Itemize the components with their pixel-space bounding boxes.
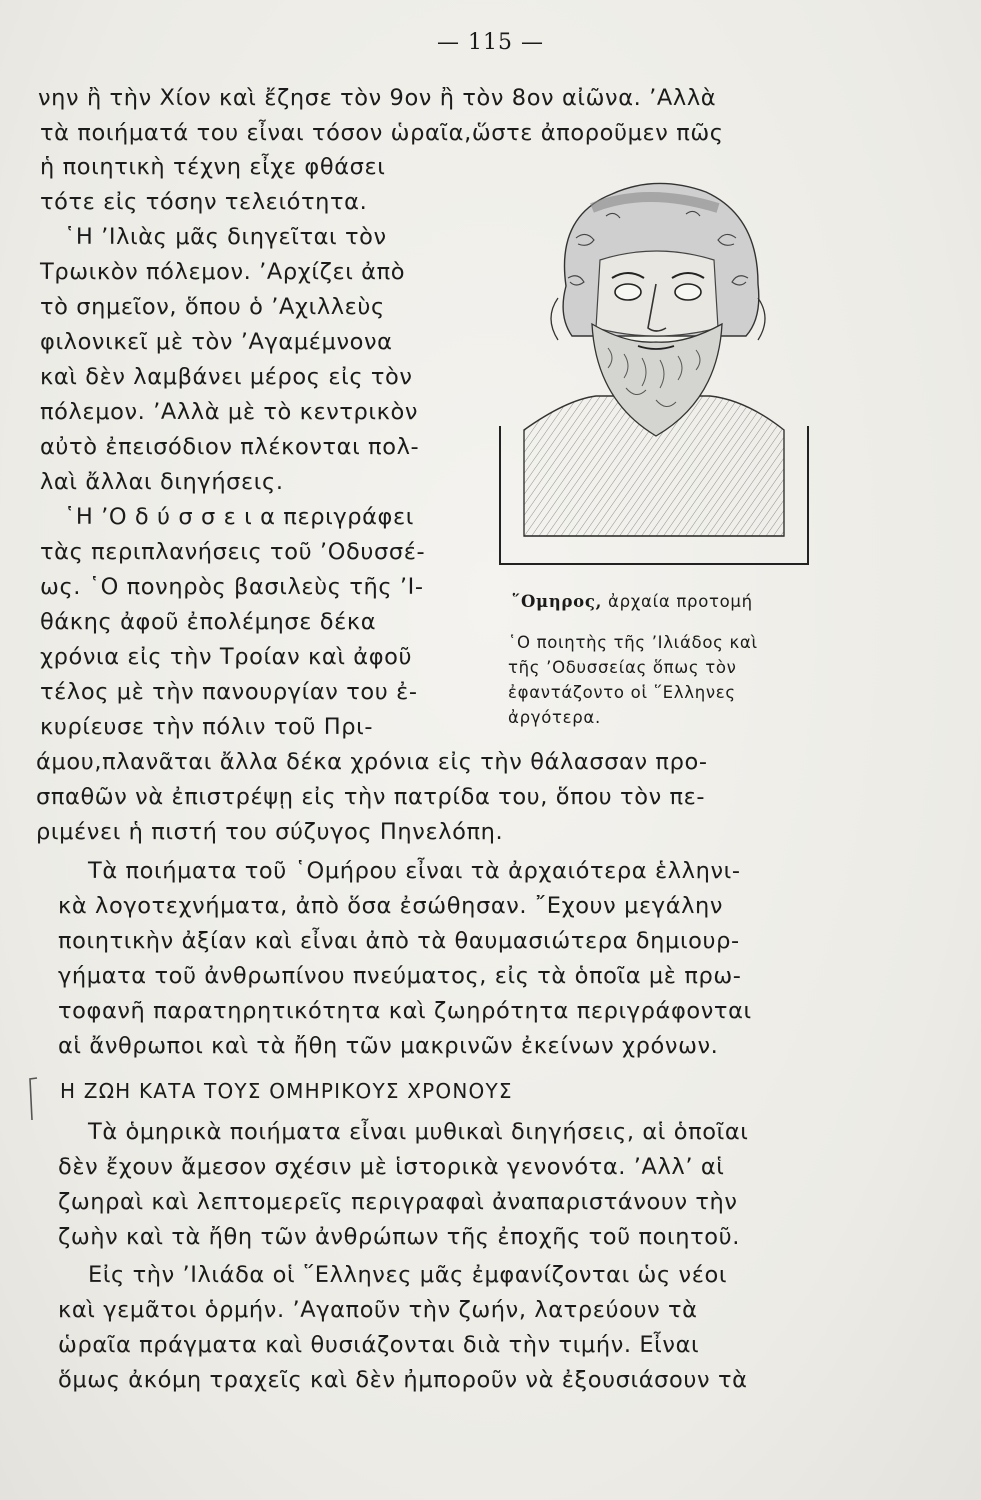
section-heading: Η ΖΩΗ ΚΑΤΑ ΤΟΥΣ ΟΜΗΡΙΚΟΥΣ ΧΡΟΝΟΥΣ [60, 1079, 513, 1103]
figure-caption-line [512, 592, 753, 611]
text-line: νην ἢ τὴν Χίον καὶ ἔζησε τὸν 9ον ἢ τὸν 8ον αἰῶνα. ’Αλλὰ [38, 85, 717, 111]
text-line: τὸ σημεῖον, ὅπου ὁ ’Αχιλλεὺς [40, 294, 385, 320]
text-line: Τρωικὸν πόλεμον. ’Αρχίζει ἀπὸ [40, 259, 406, 285]
text-line: ῾Η ’Ιλιὰς μᾶς διηγεῖται τὸν [64, 224, 387, 250]
text-line: πόλεμον. ’Αλλὰ μὲ τὸ κεντρικὸν [40, 399, 419, 425]
text-line: ζωηραὶ καὶ λεπτομερεῖς περιγραφαὶ ἀναπαριστάνουν τὴν [58, 1189, 738, 1215]
text-line: ποιητικὴν ἀξίαν καὶ εἶναι ἀπὸ τὰ θαυμασιώτερα δημιουρ- [58, 928, 740, 954]
text-line: άμου,πλανᾶται ἄλλα δέκα χρόνια εἰς τὴν θάλασσαν προ- [36, 749, 708, 775]
text-line: Εἰς τὴν ’Ιλιάδα οἱ ῞Ελληνες μᾶς ἐμφανίζονται ὡς νέοι [88, 1262, 728, 1288]
text-line: λαὶ ἄλλαι διηγήσεις. [40, 469, 284, 495]
figure-caption-line: ἀργότερα. [508, 708, 601, 727]
figure-caption-line: τῆς ’Οδυσσείας ὅπως τὸν [508, 658, 737, 677]
text-line: τέλος μὲ τὴν πανουργίαν του ἐ- [40, 679, 418, 705]
text-line: κὰ λογοτεχνήματα, ἀπὸ ὅσα ἐσώθησαν. ῎Εχουν μεγάλην [58, 893, 724, 919]
text-line: δὲν ἔχουν ἄμεσον σχέσιν μὲ ἱστορικὰ γενονότα. ’Αλλ’ αἱ [58, 1154, 725, 1180]
text-line: καὶ γεμᾶτοι ὁρμήν. ’Αγαποῦν τὴν ζωήν, λατρεύουν τὰ [58, 1297, 698, 1323]
text-line: αἱ ἄνθρωποι καὶ τὰ ἤθη τῶν μακρινῶν ἐκείνων χρόνων. [58, 1033, 719, 1059]
text-line: τὰ ποιήματά του εἶναι τόσον ὡραῖα,ὥστε ἀποροῦμεν πῶς [40, 120, 724, 146]
text-line: Τὰ ὁμηρικὰ ποιήματα εἶναι μυθικαὶ διηγήσεις, αἱ ὁποῖαι [88, 1119, 749, 1145]
text-line: αὐτὸ ἐπεισόδιον πλέκονται πολ- [40, 434, 420, 460]
text-line: ζωὴν καὶ τὰ ἤθη τῶν ἀνθρώπων τῆς ἐποχῆς τοῦ ποιητοῦ. [58, 1224, 740, 1250]
margin-bracket-mark [26, 1076, 40, 1122]
text-line: ὡραῖα πράγματα καὶ θυσιάζονται διὰ τὴν τιμήν. Εἶναι [58, 1332, 700, 1358]
page-number: — 115 — [437, 30, 544, 55]
text-line: τοφανῆ παρατηρητικότητα καὶ ζωηρότητα περιγράφονται [58, 998, 752, 1024]
text-line: φιλονικεῖ μὲ τὸν ’Αγαμέμνονα [40, 329, 393, 355]
text-line: Τὰ ποιήματα τοῦ ῾Ομήρου εἶναι τὰ ἀρχαιότερα ἑλληνι- [88, 858, 741, 884]
text-line: κυρίευσε τὴν πόλιν τοῦ Πρι- [40, 714, 374, 740]
text-line: χρόνια εἰς τὴν Τροίαν καὶ ἀφοῦ [40, 644, 413, 670]
caption-lead: ῞Ομηρος, [512, 592, 603, 611]
text-line: τότε εἰς τόσην τελειότητα. [40, 189, 368, 215]
text-line: γήματα τοῦ ἀνθρωπίνου πνεύματος, εἰς τὰ ὁποῖα μὲ πρω- [58, 963, 742, 989]
text-line: σπαθῶν νὰ ἐπιστρέψῃ εἰς τὴν πατρίδα του, ὅπου τὸν πε- [36, 784, 706, 810]
text-line: καὶ δὲν λαμβάνει μέρος εἰς τὸν [40, 364, 413, 390]
text-line: θάκης ἀφοῦ ἐπολέμησε δέκα [40, 609, 377, 635]
homer-bust-icon [496, 168, 812, 572]
caption-rest: ἀρχαία προτομή [602, 592, 753, 611]
figure-caption-line: ῾Ο ποιητὴς τῆς ’Ιλιάδος καὶ [508, 633, 758, 652]
text-line: ὅμως ἀκόμη τραχεῖς καὶ δὲν ἠμποροῦν νὰ ἐξουσιάσουν τὰ [58, 1367, 748, 1393]
text-line: ως. ῾Ο πονηρὸς βασιλεὺς τῆς ’Ι- [40, 574, 424, 600]
figure-caption-line: ἐφαντάζοντο οἱ ῞Ελληνες [508, 683, 736, 702]
text-line: ῾Η ’Ο δ ύ σ σ ε ι α περιγράφει [64, 504, 414, 530]
text-line: ριμένει ἡ πιστή του σύζυγος Πηνελόπη. [36, 819, 504, 845]
text-line: ἡ ποιητικὴ τέχνη εἶχε φθάσει [40, 154, 386, 180]
text-line: τὰς περιπλανήσεις τοῦ ’Οδυσσέ- [40, 539, 426, 565]
